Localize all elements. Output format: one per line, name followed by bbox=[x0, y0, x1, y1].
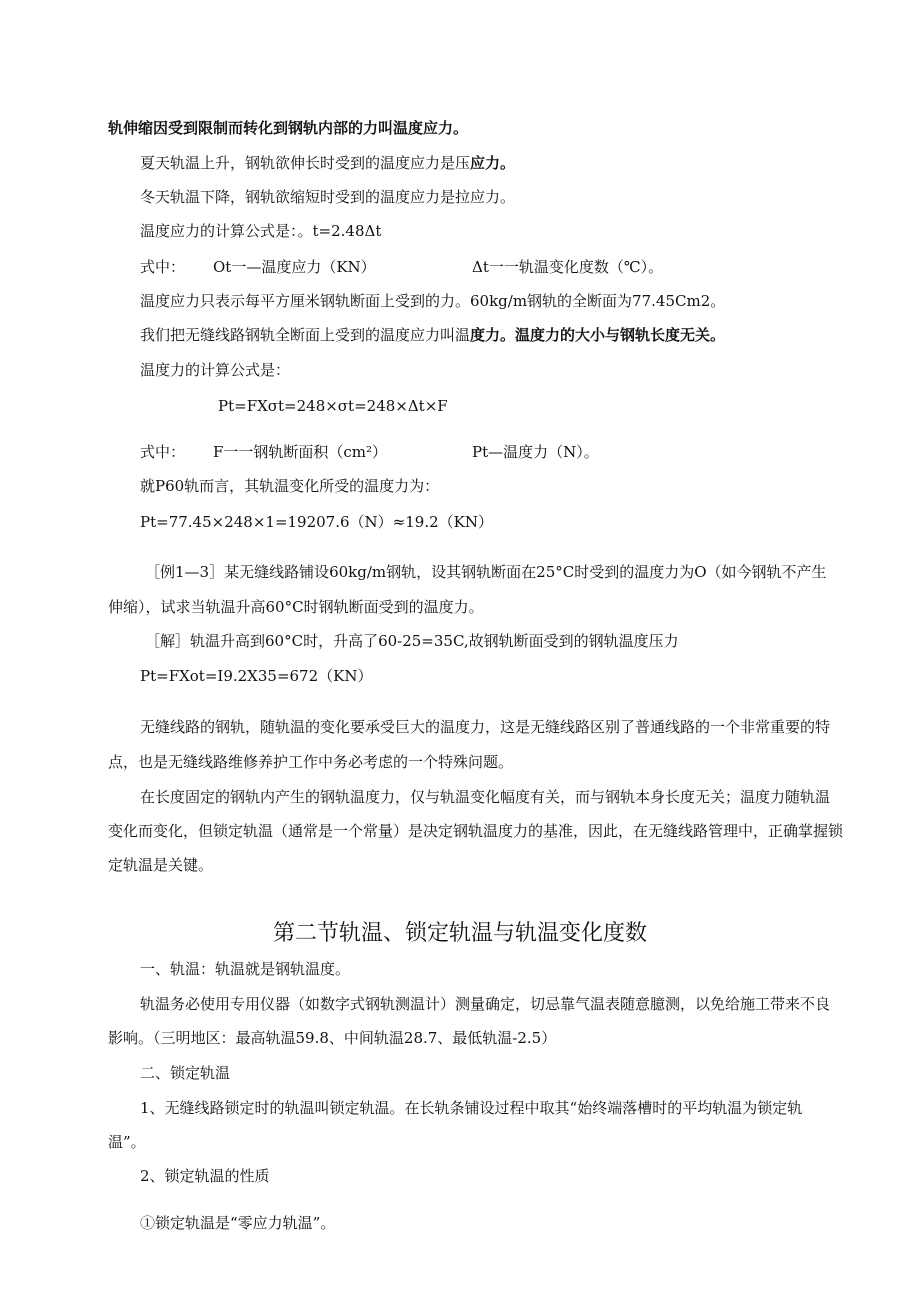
formula-line: Pt=FXσt=248×σt=248×Δt×F bbox=[218, 397, 448, 415]
text-run-bold: 度力。温度力的大小与钢轨长度无关。 bbox=[470, 326, 726, 344]
definition-item: Ot一—温度应力（KN） bbox=[213, 258, 376, 276]
paragraph-line: 在长度固定的钢轨内产生的钢轨温度力，仅与轨温变化幅度有关，而与钢轨本身长度无关；温度力随轨温 bbox=[140, 788, 831, 806]
paragraph-line: 轨温务必使用专用仪器（如数字式钢轨测温计）测量确定，切忌靠气温表随意臆测，以免给施工带来不良 bbox=[140, 995, 831, 1013]
paragraph-line bbox=[140, 153, 515, 173]
paragraph-line bbox=[140, 325, 725, 345]
example-line: ［例1—3］某无缝线路铺设60kg∕m钢轨，设其钢轨断面在25°C时受到的温度力为O（如今钢轨不产生 bbox=[145, 563, 827, 581]
definition-item: Pt—温度力（N）。 bbox=[472, 443, 599, 461]
list-item: ①锁定轨温是“零应力轨温”。 bbox=[140, 1214, 336, 1232]
paragraph-line: 一、轨温：轨温就是钢轨温度。 bbox=[140, 960, 351, 978]
definition-item: Δt一一轨温变化度数（℃）。 bbox=[472, 258, 664, 276]
text-run-bold: 应力。 bbox=[470, 154, 516, 172]
solution-line: ［解］轨温升高到60°C时，升高了60-25=35C,故钢轨断面受到的钢轨温度压力 bbox=[145, 632, 679, 650]
subheading: 2、锁定轨温的性质 bbox=[140, 1167, 270, 1185]
paragraph-line: 1、无缝线路锁定时的轨温叫锁定轨温。在长轨条铺设过程中取其“始终端落槽时的平均轨温为锁定轨 bbox=[140, 1099, 803, 1117]
paragraph-line: 点，也是无缝线路维修养护工作中务必考虑的一个特殊问题。 bbox=[108, 753, 514, 771]
paragraph-line: 温”。 bbox=[108, 1133, 146, 1151]
paragraph-line: 影响。（三明地区：最高轨温59.8、中间轨温28.7、最低轨温-2.5） bbox=[108, 1029, 557, 1047]
paragraph-line: 轨伸缩因受到限制而转化到钢轨内部的力叫温度应力。 bbox=[108, 119, 469, 137]
paragraph-line: 就P60轨而言，其轨温变化所受的温度力为： bbox=[140, 477, 440, 495]
paragraph-line: 定轨温是关键。 bbox=[108, 856, 214, 874]
definition-label: 式中： bbox=[140, 258, 186, 276]
formula-line: Pt=77.45×248×1=19207.6（N）≈19.2（KN） bbox=[140, 513, 493, 531]
section-title: 第二节轨温、锁定轨温与轨温变化度数 bbox=[272, 921, 647, 946]
text-run: 夏天轨温上升，钢轨欲伸长时受到的温度应力是压 bbox=[140, 154, 471, 172]
definition-item: F一一钢轨断面积（cm²） bbox=[213, 443, 388, 461]
text-run: 我们把无缝线路钢轨全断面上受到的温度应力叫温 bbox=[140, 326, 471, 344]
paragraph-line: 无缝线路的钢轨，随轨温的变化要承受巨大的温度力，这是无缝线路区别了普通线路的一个非常重要的特 bbox=[140, 718, 831, 736]
paragraph-line: 变化而变化，但锁定轨温（通常是一个常量）是决定钢轨温度力的基准，因此，在无缝线路管理中，正确掌握锁 bbox=[108, 822, 844, 840]
formula-line: 温度应力的计算公式是：。t=2.48Δt bbox=[140, 222, 382, 240]
paragraph-line: 温度力的计算公式是： bbox=[140, 361, 291, 379]
subheading: 二、锁定轨温 bbox=[140, 1064, 231, 1082]
paragraph-line: 温度应力只表示每平方厘米钢轨断面上受到的力。60kg∕m钢轨的全断面为77.45Cm2。 bbox=[140, 292, 726, 310]
definition-label: 式中： bbox=[140, 443, 186, 461]
formula-line: Pt=FXot=I9.2X35=672（KN） bbox=[140, 667, 373, 685]
paragraph-line: 冬天轨温下降，钢轨欲缩短时受到的温度应力是拉应力。 bbox=[140, 188, 516, 206]
example-line: 伸缩），试求当轨温升高60°C时钢轨断面受到的温度力。 bbox=[108, 598, 484, 616]
